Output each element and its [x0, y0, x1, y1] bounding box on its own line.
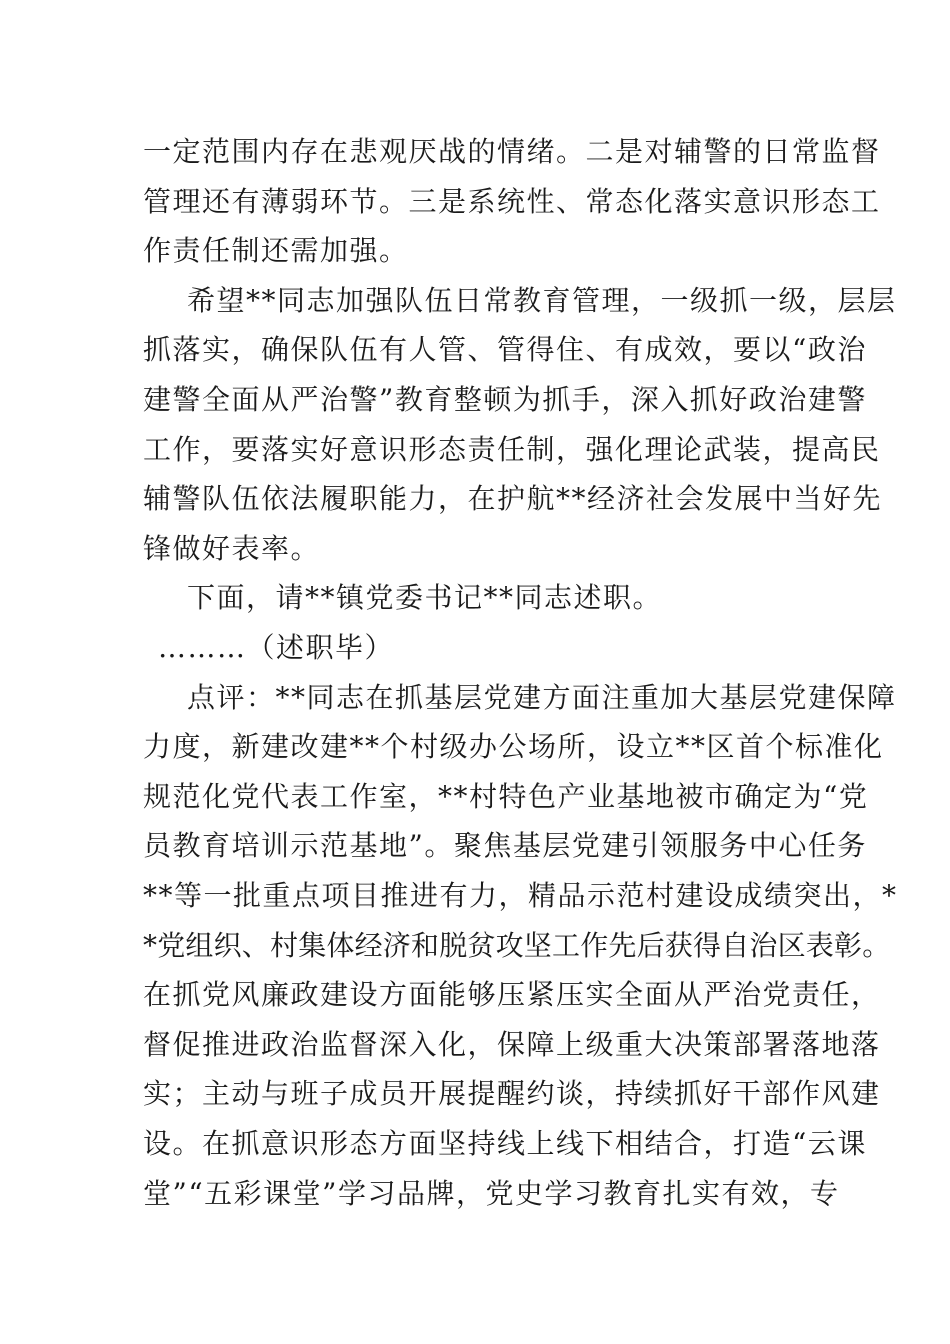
- text-line: 辅警队伍依法履职能力，在护航**经济社会发展中当好先: [143, 482, 883, 515]
- text-line: 工作，要落实好意识形态责任制，强化理论武装，提高民: [143, 433, 881, 466]
- paragraph-start-line: 希望**同志加强队伍日常教育管理，一级抓一级，层层: [187, 284, 897, 317]
- text-line: **等一批重点项目推进有力，精品示范村建设成绩突出，*: [143, 879, 898, 912]
- text-line: 力度，新建改建**个村级办公场所，设立**区首个标准化: [143, 730, 884, 763]
- text-line: 一定范围内存在悲观厌战的情绪。二是对辅警的日常监督: [143, 135, 881, 168]
- text-line: 管理还有薄弱环节。三是系统性、常态化落实意识形态工: [143, 185, 881, 218]
- text-line: 堂”“五彩课堂”学习品牌，党史学习教育扎实有效，专: [143, 1177, 840, 1210]
- text-line: 规范化党代表工作室，**村特色产业基地被市确定为“党: [143, 780, 869, 813]
- text-line: 员教育培训示范基地”。聚焦基层党建引领服务中心任务: [143, 829, 867, 862]
- text-line: 抓落实，确保队伍有人管、管得住、有成效，要以“政治: [143, 333, 867, 366]
- text-line: 作责任制还需加强。: [143, 234, 409, 267]
- text-line: 实；主动与班子成员开展提醒约谈，持续抓好干部作风建: [143, 1077, 881, 1110]
- paragraph-start-line: 下面，请**镇党委书记**同志述职。: [187, 581, 663, 614]
- ellipsis-line: ………（述职毕）: [158, 631, 395, 664]
- text-line: 督促推进政治监督深入化，保障上级重大决策部署落地落: [143, 1028, 881, 1061]
- paragraph-start-line: 点评：**同志在抓基层党建方面注重加大基层党建保障: [187, 681, 897, 714]
- text-line: 建警全面从严治警”教育整顿为抓手，深入抓好政治建警: [143, 383, 867, 416]
- text-line: 锋做好表率。: [143, 532, 321, 565]
- text-line: 设。在抓意识形态方面坚持线上线下相结合，打造“云课: [143, 1127, 867, 1160]
- text-line: *党组织、村集体经济和脱贫攻坚工作先后获得自治区表彰。: [143, 929, 891, 962]
- text-line: 在抓党风廉政建设方面能够压紧压实全面从严治党责任，: [143, 978, 881, 1011]
